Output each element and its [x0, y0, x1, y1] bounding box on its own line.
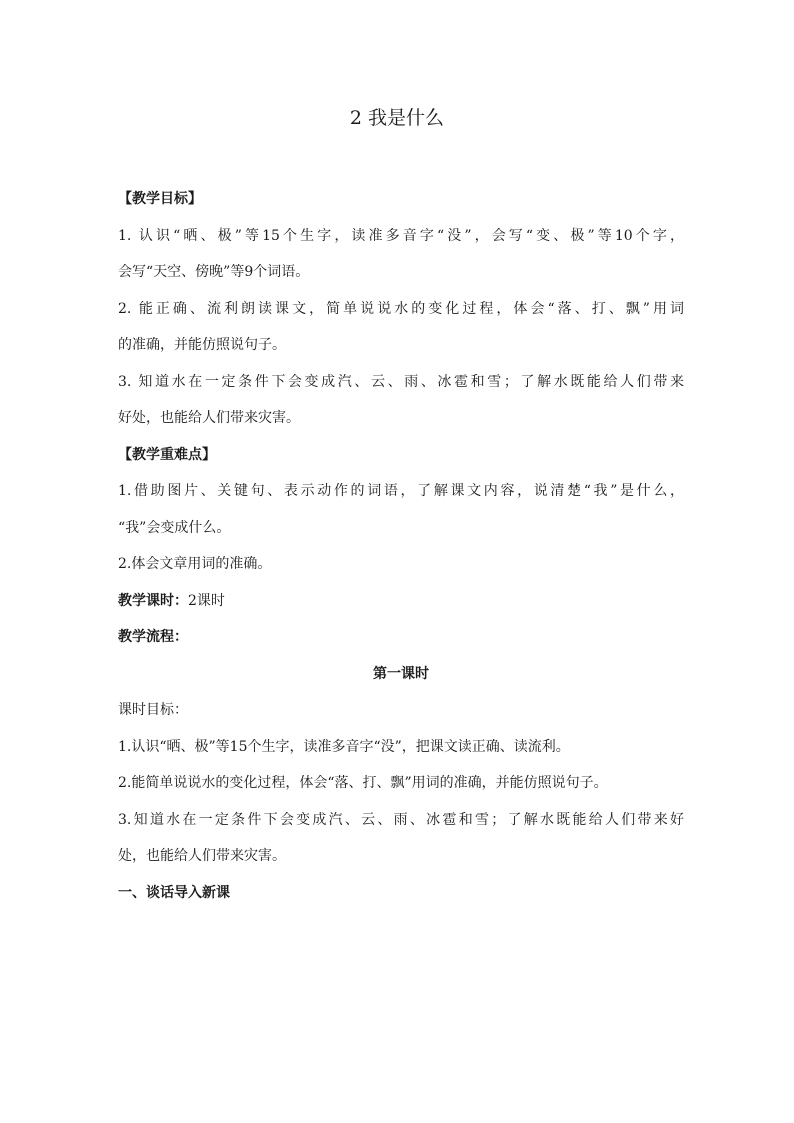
document-title: 2 我是什么 — [349, 107, 445, 129]
goal-item-2-line-2: 的准确，并能仿照说句子。 — [118, 337, 286, 353]
lesson-goal-2: 2.能简单说说水的变化过程，体会“落、打、飘”用词的准确，并能仿照说句子。 — [118, 775, 608, 791]
lesson-1-heading: 第一课时 — [373, 665, 429, 682]
goal-item-1-line-2: 会写“天空、傍晚”等9个词语。 — [118, 264, 310, 280]
goal-item-3-line-1: 3. 知道水在一定条件下会变成汽、云、雨、冰雹和雪；了解水既能给人们带来 — [118, 373, 684, 390]
goals-heading: 【教学目标】 — [118, 191, 202, 207]
key-point-2: 2.体会文章用词的准确。 — [118, 556, 272, 572]
lesson-goal-3-line-2: 处，也能给人们带来灾害。 — [118, 848, 286, 864]
teaching-flow-label: 教学流程： — [118, 629, 188, 645]
goal-item-2-line-1: 2. 能正确、流利朗读课文，简单说说水的变化过程，体会“落、打、飘”用词 — [118, 300, 684, 317]
teaching-hours-label: 教学课时： — [118, 592, 188, 609]
part-1-heading: 一、谈话导入新课 — [118, 884, 230, 901]
teaching-hours — [118, 589, 684, 626]
lesson-goals-label: 课时目标： — [118, 702, 188, 718]
goal-item-1-line-1: 1. 认识“晒、极”等15个生字，读准多音字“没”，会写“变、极”等10个字， — [118, 227, 684, 244]
key-points-heading: 【教学重难点】 — [118, 446, 216, 463]
key-point-1-line-1: 1.借助图片、关键句、表示动作的词语，了解课文内容，说清楚“我”是什么， — [118, 483, 684, 499]
lesson-goal-3-line-1: 3.知道水在一定条件下会变成汽、云、雨、冰雹和雪；了解水既能给人们带来好 — [118, 811, 684, 828]
lesson-goal-1: 1.认识“晒、极”等15个生字，读准多音字“没”，把课文读正确、读流利。 — [118, 738, 570, 755]
goal-item-3-line-2: 好处，也能给人们带来灾害。 — [118, 410, 300, 426]
key-point-1-line-2: “我”会变成什么。 — [118, 519, 231, 536]
document-body — [118, 187, 684, 917]
teaching-hours-value: 2课时 — [188, 592, 225, 609]
